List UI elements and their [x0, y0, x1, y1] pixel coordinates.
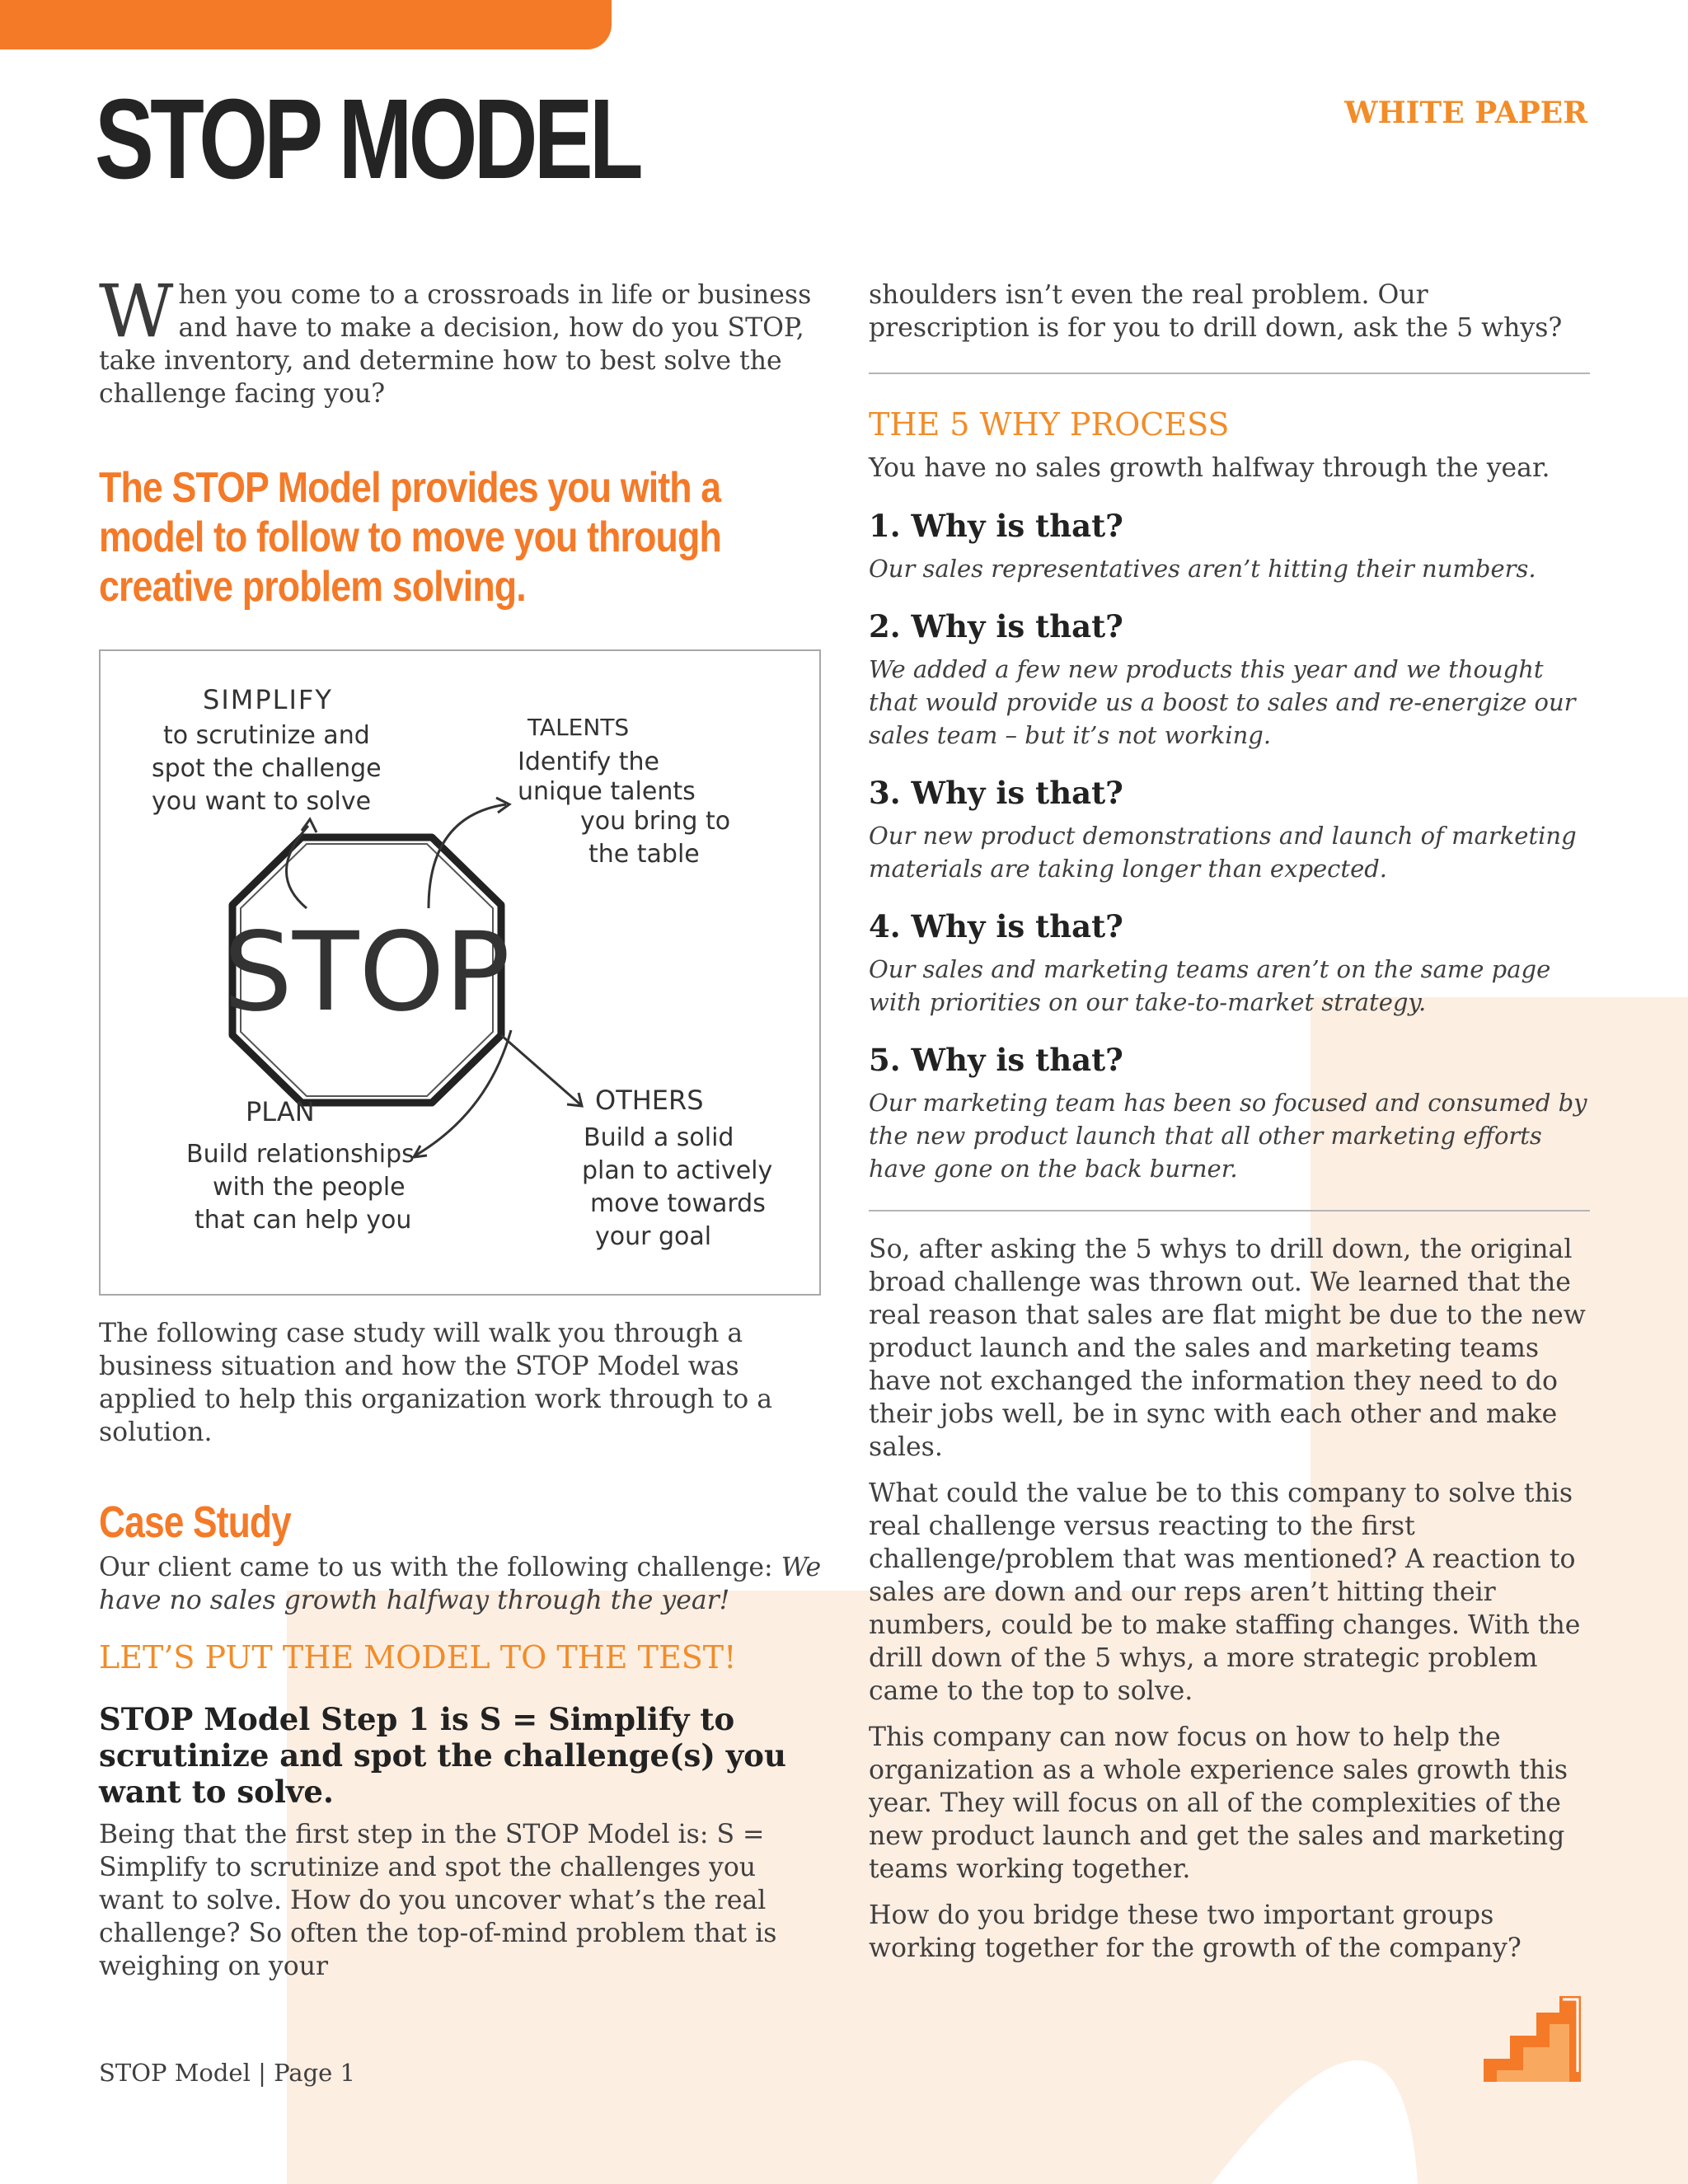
right-column	[869, 279, 1590, 1965]
stop-model-diagram	[99, 649, 821, 1296]
others-line-2: plan to actively	[582, 1156, 773, 1185]
challenge-prefix: Our client came to us with the following challenge:	[99, 1553, 781, 1582]
process-heading: THE 5 WHY PROCESS	[869, 406, 1230, 443]
talents-line-3: you bring to	[580, 807, 731, 836]
intro-paragraph	[99, 269, 824, 410]
talents-title: TALENTS	[528, 714, 630, 741]
simplify-title: SIMPLIFY	[203, 684, 333, 715]
intro-text: hen you come to a crossroads in life or business and have to make a decision, how do you STOP, take inventory, and determine how to best solve the challenge facing you?	[99, 280, 812, 409]
section-divider-2	[869, 1210, 1590, 1212]
simplify-line-3: you want to solve	[152, 787, 372, 816]
others-title: OTHERS	[595, 1085, 704, 1116]
step-paragraph: Being that the first step in the STOP Model is: S = Simplify to scrutinize and spot the challenges you want to solve. How do you uncover what’s the real challenge? So often the top-of-mind problem that is weighing on your	[99, 1820, 777, 1981]
callout-heading: The STOP Model provides you with a model to follow to move you through creative problem solving.	[99, 464, 721, 611]
drop-cap: W	[99, 269, 174, 354]
talents-line-2: unique talents	[518, 777, 696, 806]
plan-line-2: with the people	[213, 1173, 406, 1202]
left-column	[99, 269, 824, 1983]
others-line-4: your goal	[595, 1222, 712, 1251]
top-accent-bar	[0, 0, 612, 49]
case-study-heading: Case Study	[99, 1497, 291, 1547]
why-question-4: 4. Why is that?	[869, 908, 1123, 944]
section-divider	[869, 373, 1590, 374]
stairs-logo-icon	[1480, 1993, 1587, 2085]
talents-line-4: the table	[588, 840, 700, 869]
others-line-1: Build a solid	[584, 1123, 734, 1152]
why-question-1: 1. Why is that?	[869, 508, 1123, 544]
why-question-5: 5. Why is that?	[869, 1042, 1123, 1078]
conclusion-paragraph-3: This company can now focus on how to help the organization as a whole experience sales growth this year. They will focus on all of the complexities of the new product launch and get the sales and marketing teams working together.	[869, 1722, 1568, 1884]
talents-line-1: Identify the	[518, 748, 660, 776]
step-heading: STOP Model Step 1 is S = Simplify to scrutinize and spot the challenge(s) you want to solve.	[99, 1701, 786, 1810]
why-question-2: 2. Why is that?	[869, 608, 1123, 644]
process-intro: You have no sales growth halfway through the year.	[869, 453, 1550, 483]
plan-line-1: Build relationships	[186, 1140, 415, 1169]
why-answer-2: We added a few new products this year and we thought that would provide us a boost to sales and re-energize our sales team – but it’s not working.	[869, 655, 1576, 749]
conclusion-paragraph-2: What could the value be to this company to solve this real challenge versus reacting to the first challenge/problem that was mentioned? A reaction to sales are down and our reps aren’t hitting their numbers, could be to make staffing changes. With the drill down of the 5 whys, a more strategic problem came to the top to solve.	[869, 1479, 1581, 1706]
stop-center-text: STOP	[223, 909, 510, 1036]
plan-line-3: that can help you	[195, 1206, 412, 1235]
page-footer: STOP Model | Page 1	[99, 2059, 355, 2087]
simplify-line-2: spot the challenge	[152, 754, 382, 783]
plan-title: PLAN	[246, 1096, 315, 1127]
why-answer-5: Our marketing team has been so focused and consumed by the new product launch that all other marketing efforts have gone on the back burner.	[869, 1089, 1587, 1183]
challenge-quote: We have no sales growth halfway through the year!	[99, 1553, 822, 1615]
conclusion-paragraph-1: So, after asking the 5 whys to drill down, the original broad challenge was thrown out. We learned that the real reason that sales are flat might be due to the new product launch and the sales and marketing teams have not exchanged the information they need to do their jobs well, be in sync with each other and make sales.	[869, 1235, 1586, 1462]
case-intro-paragraph: The following case study will walk you through a business situation and how the STOP Model was applied to help this organization work through to a solution.	[99, 1319, 773, 1447]
conclusion-paragraph-4: How do you bridge these two important groups working together for the growth of the company?	[869, 1900, 1522, 1963]
test-heading: LET’S PUT THE MODEL TO THE TEST!	[99, 1639, 737, 1675]
why-question-3: 3. Why is that?	[869, 775, 1123, 811]
why-answer-3: Our new product demonstrations and launch of marketing materials are taking longer than expected.	[869, 822, 1577, 883]
continuation-paragraph: shoulders isn’t even the real problem. Our prescription is for you to drill down, ask the 5 whys?	[869, 280, 1563, 343]
others-line-3: move towards	[590, 1189, 766, 1218]
page-title: STOP MODEL	[95, 76, 640, 203]
challenge-paragraph	[99, 1551, 824, 1617]
why-answer-4: Our sales and marketing teams aren’t on the same page with priorities on our take-to-market strategy.	[869, 955, 1551, 1016]
document-type-label: WHITE PAPER	[1344, 96, 1587, 130]
why-answer-1: Our sales representatives aren’t hitting their numbers.	[869, 555, 1536, 583]
simplify-line-1: to scrutinize and	[163, 721, 370, 750]
